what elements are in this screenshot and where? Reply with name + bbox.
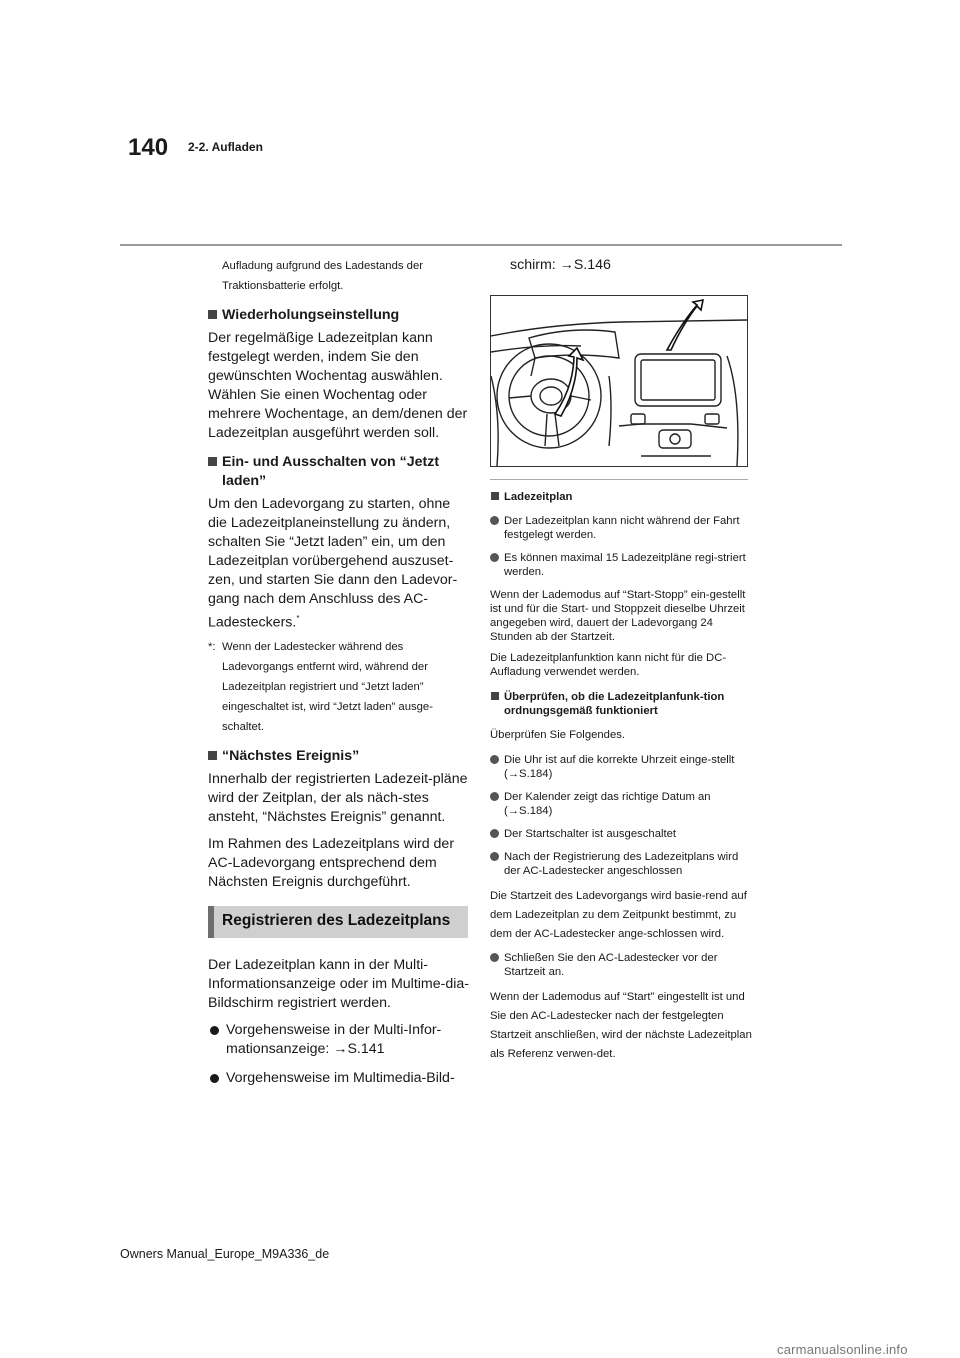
continued-text-2: Traktionsbatterie erfolgt. — [222, 280, 344, 292]
paragraph-register: Der Ladezeitplan kann in der Multi-Informationsanzeige oder im Multime-dia-Bildschirm registriert werden. — [208, 956, 470, 1011]
heading-check: Überprüfen, ob die Ladezeitplanfunk-tion ordnungsgemäß funktioniert — [490, 690, 752, 718]
illustration-rule — [490, 479, 748, 480]
dashboard-illustration — [490, 295, 748, 467]
check-bullet-clock: Die Uhr ist auf die korrekte Uhrzeit einge-stellt (→S.184) — [490, 753, 752, 781]
page-number: 140 — [128, 134, 169, 161]
paragraph-next-event-2: Im Rahmen des Ladezeitplans wird der AC-Ladevorgang entsprechend dem Nächsten Ereignis durchgeführt. — [208, 835, 455, 890]
square-bullet-icon — [208, 310, 217, 319]
bullet-dot-icon — [490, 755, 499, 764]
continued-text-right: schirm: →S.146 — [510, 257, 611, 273]
check-intro: Überprüfen Sie Folgendes. — [490, 729, 626, 741]
note-bullet-driving: Der Ladezeitplan kann nicht während der Fahrt festgelegt werden. — [490, 514, 752, 542]
paragraph-next-event: Innerhalb der registrierten Ladezeit-pläne wird der Zeitplan, der als näch-stes ansteht, “Nächstes Ereignis” genannt. — [208, 770, 468, 825]
header-rule — [120, 244, 842, 246]
bullet-dot-icon — [210, 1026, 219, 1035]
check-bullet-calendar: Der Kalender zeigt das richtige Datum an (→S.184) — [490, 790, 752, 818]
bullet-mid: Vorgehensweise in der Multi-Infor-mationsanzeige: →S.141 — [208, 1021, 470, 1059]
section-banner: Registrieren des Ladezeitplans — [208, 906, 468, 938]
heading-schedule-note: Ladezeitplan — [490, 490, 752, 504]
bullet-dot-icon — [490, 953, 499, 962]
square-bullet-icon — [208, 751, 217, 760]
right-column — [490, 256, 752, 1071]
section-title: 2-2. Aufladen — [188, 140, 263, 154]
check-start-time: Die Startzeit des Ladevorgangs wird basie-rend auf dem Ladezeitplan zu dem Zeitpunkt bestimmt, zu dem der AC-Ladestecker ange-schlossen wird. — [490, 890, 747, 940]
bullet-dot-icon — [490, 553, 499, 562]
left-column — [208, 256, 470, 1098]
note-bullet-max: Es können maximal 15 Ladezeitpläne regi-striert werden. — [490, 551, 752, 579]
check-bullet-switch: Der Startschalter ist ausgeschaltet — [490, 827, 752, 841]
continued-text-1: Aufladung aufgrund des Ladestands der — [222, 260, 423, 272]
footer-manual-id: Owners Manual_Europe_M9A336_de — [120, 1247, 330, 1261]
watermark[interactable]: carmanualsonline.info — [777, 1342, 908, 1357]
bullet-dot-icon — [490, 852, 499, 861]
note-start-stop: Wenn der Lademodus auf “Start-Stopp” ein-gestellt ist und für die Start- und Stoppzeit dieselbe Uhrzeit angegeben wird, dauert der Ladevorgang 24 Stunden ab der Startzeit. — [490, 589, 746, 643]
check-bullet-before-start: Schließen Sie den AC-Ladestecker vor der Startzeit an. — [490, 951, 752, 979]
square-bullet-icon — [491, 692, 499, 700]
bullet-multimedia: Vorgehensweise im Multimedia-Bild- — [208, 1069, 470, 1088]
bullet-dot-icon — [210, 1074, 219, 1083]
bullet-dot-icon — [490, 516, 499, 525]
bullet-dot-icon — [490, 829, 499, 838]
note-dc: Die Ladezeitplanfunktion kann nicht für die DC-Aufladung verwendet werden. — [490, 652, 727, 678]
heading-charge-now: Ein- und Ausschalten von “Jetzt laden” — [208, 453, 470, 491]
check-start-mode: Wenn der Lademodus auf “Start” eingestellt ist und Sie den AC-Ladestecker nach der festgelegten Startzeit anschließen, wird der nächste Ladezeitplan als Referenz verwen-det. — [490, 991, 752, 1060]
bullet-dot-icon — [490, 792, 499, 801]
square-bullet-icon — [208, 457, 217, 466]
square-bullet-icon — [491, 492, 499, 500]
heading-repeat: Wiederholungseinstellung — [208, 306, 470, 325]
footnote: *: Wenn der Ladestecker während des Ladevorgangs entfernt wird, während der Ladezeitplan registriert und “Jetzt laden” eingeschaltet ist, wird “Jetzt laden” ausge-schaltet. — [208, 640, 433, 733]
heading-next-event: “Nächstes Ereignis” — [208, 747, 470, 766]
check-bullet-connect: Nach der Registrierung des Ladezeitplans wird der AC-Ladestecker angeschlossen — [490, 850, 752, 878]
paragraph-repeat: Der regelmäßige Ladezeitplan kann festgelegt werden, indem Sie den gewünschten Wochentag auswählen. Wählen Sie einen Wochentag oder mehrere Wochentage, an dem/denen der Ladezeitplan ausgeführt werden soll. — [208, 330, 468, 441]
dashboard-drawing — [491, 296, 747, 466]
paragraph-charge-now: Um den Ladevorgang zu starten, ohne die Ladezeitplaneinstellung zu ändern, schalten Sie “Jetzt laden” ein, um den Ladezeitplan vorübergehend auszuset-zen, und starten Sie dann den Ladevor-gang nach dem Anschluss des AC-Ladesteckers.* — [208, 496, 458, 631]
